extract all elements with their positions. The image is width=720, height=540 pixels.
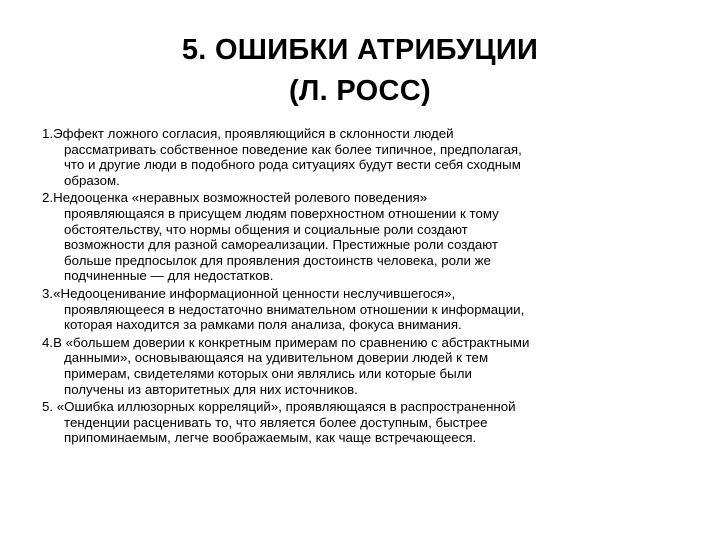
list-item-2-line-1: 2.Недооценка «неравных возможностей ролевого поведения» [42, 190, 428, 206]
list-item-1-line-4: образом. [64, 172, 120, 188]
list-item-5-line-3: припоминаемым, легче воображаемым, как чаще встречающееся. [64, 430, 477, 446]
list-item-4 [42, 335, 692, 397]
list-item-2 [42, 190, 692, 284]
list-item-1-line-2: рассматривать собственное поведение как более типичное, предполагая, [64, 141, 522, 157]
list-item-2-line-4: возможности для разной самореализации. Престижные роли создают [64, 237, 498, 253]
list-item-5-line-2: тенденции расценивать то, что является более доступным, быстрее [64, 414, 488, 430]
list-item-4-line-2: данными», основывающаяся на удивительном доверии людей к тем [64, 350, 489, 366]
slide-title [0, 30, 720, 112]
list-item-2-line-5: больше предпосылок для проявления достоинств человека, роли же [64, 252, 491, 268]
list-item-4-line-4: получены из авторитетных для них источников. [64, 381, 358, 397]
list-item-1-line-1: 1.Эффект ложного согласия, проявляющийся в склонности людей [42, 126, 454, 141]
slide-title-line-1: 5. ОШИБКИ АТРИБУЦИИ [181, 34, 539, 66]
list-item-1-line-3: что и другие люди в подобного рода ситуациях будут вести себя сходным [64, 157, 521, 173]
list-item-2-line-6: подчиненные — для недостатков. [64, 268, 274, 284]
slide-title-line-2: (Л. РОСС) [289, 75, 431, 107]
list-item-3-line-2: проявляющееся в недостаточно внимательном отношении к информации, [64, 301, 525, 317]
list-item-2-line-2: проявляющаяся в присущем людям поверхностном отношении к тому [64, 205, 499, 221]
list-item-3-line-3: которая находится за рамками поля анализа, фокуса внимания. [64, 317, 462, 333]
list-item-4-line-3: примерам, свидетелями которых они являлись или которые были [64, 365, 472, 381]
list-item-3 [42, 286, 692, 333]
list-item-3-line-1: 3.«Недооценивание информационной ценности неслучившегося», [42, 285, 456, 301]
list-item-2-line-3: обстоятельству, что нормы общения и социальные роли создают [64, 221, 468, 237]
list-item-4-line-1: 4.В «большем доверии к конкретным примерам по сравнению с абстрактными [42, 334, 530, 350]
list-item-5 [42, 399, 692, 446]
slide-body [42, 126, 692, 448]
list-item-1 [42, 126, 692, 188]
list-item-5-line-1: 5. «Ошибка иллюзорных корреляций», проявляющаяся в распространенной [42, 399, 516, 415]
